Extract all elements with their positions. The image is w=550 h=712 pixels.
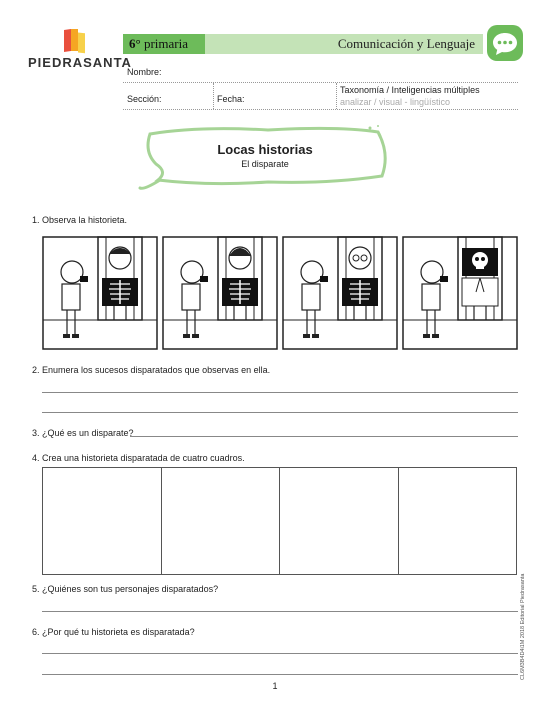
chat-bubble-icon: [486, 24, 524, 62]
question-5: 5. ¿Quiénes son tus personajes disparatados?: [32, 584, 219, 594]
drawing-cell[interactable]: [399, 468, 517, 574]
name-line[interactable]: [123, 82, 518, 83]
field-divider: [213, 83, 214, 109]
taxonomy-label: Taxonomía / Inteligencias múltiples: [340, 85, 480, 95]
answer-line[interactable]: [42, 674, 518, 675]
title-cloud-icon: [138, 124, 393, 192]
comic-drawing-grid[interactable]: [42, 467, 517, 575]
answer-line[interactable]: [42, 392, 518, 393]
drawing-cell[interactable]: [43, 468, 162, 574]
question-2: 2. Enumera los sucesos disparatados que observas en ella.: [32, 365, 271, 375]
grade-number: 6°: [129, 36, 141, 51]
name-label: Nombre:: [127, 67, 162, 77]
grade-badge: [123, 34, 205, 54]
answer-line[interactable]: [130, 436, 518, 437]
answer-line[interactable]: [42, 412, 518, 413]
section-line: [123, 109, 518, 110]
question-4: 4. Crea una historieta disparatada de cuatro cuadros.: [32, 453, 245, 463]
field-divider: [336, 83, 337, 109]
answer-line[interactable]: [42, 653, 518, 654]
page-number: 1: [272, 681, 278, 691]
subject-title: Comunicación y Lenguaje: [205, 34, 483, 54]
page-subtitle: El disparate: [241, 159, 289, 169]
piedrasanta-logo-icon: [64, 28, 86, 54]
section-label: Sección:: [127, 94, 162, 104]
grade-label: primaria: [143, 36, 188, 51]
comic-strip-image: [42, 236, 518, 354]
side-code: CL6M3B4D4i1M 2018 Editorial Piedrasanta: [520, 573, 526, 680]
answer-line[interactable]: [42, 611, 518, 612]
drawing-cell[interactable]: [280, 468, 399, 574]
taxonomy-hint: analizar / visual - lingüístico: [340, 97, 451, 107]
question-6: 6. ¿Por qué tu historieta es disparatada?: [32, 627, 195, 637]
question-3: 3. ¿Qué es un disparate?: [32, 428, 134, 438]
page-title: Locas historias: [217, 142, 313, 157]
logo-text: PIEDRASANTA: [28, 55, 132, 70]
question-1: 1. Observa la historieta.: [32, 215, 128, 225]
drawing-cell[interactable]: [162, 468, 281, 574]
date-label: Fecha:: [217, 94, 245, 104]
